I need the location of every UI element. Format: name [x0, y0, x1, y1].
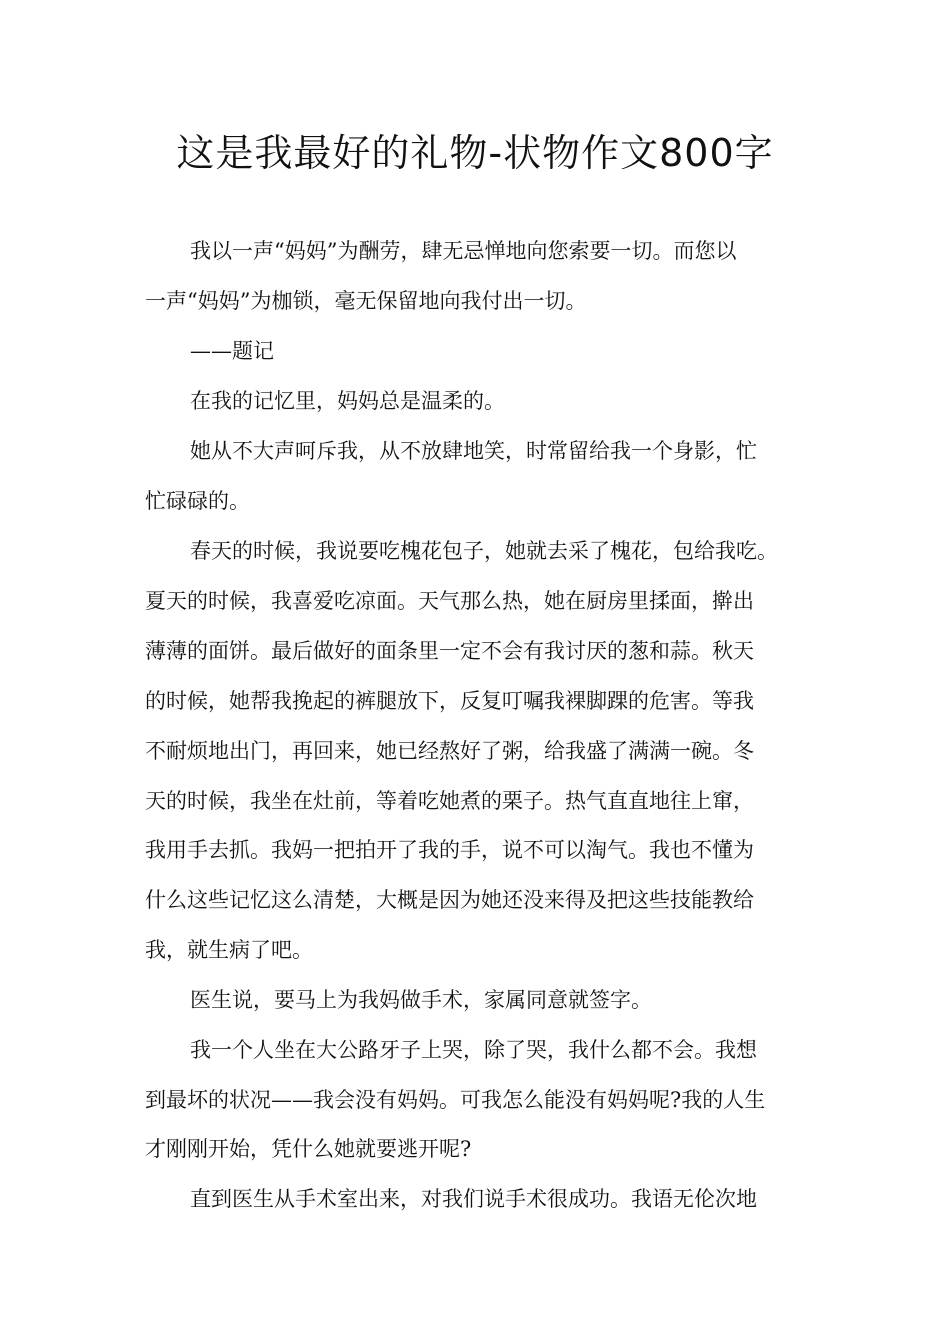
- text-line: 我，就生病了吧。: [145, 938, 313, 962]
- text-line: 我以一声“妈妈”为酬劳，肆无忌惮地向您索要一切。而您以: [190, 239, 737, 263]
- text-line: 不耐烦地出门，再回来，她已经熬好了粥，给我盛了满满一碗。冬: [145, 739, 754, 763]
- text-line: 什么这些记忆这么清楚，大概是因为她还没来得及把这些技能教给: [145, 888, 754, 912]
- text-line: ——题记: [190, 339, 274, 363]
- text-line: 直到医生从手术室出来，对我们说手术很成功。我语无伦次地: [190, 1187, 757, 1211]
- text-line: 春天的时候，我说要吃槐花包子，她就去采了槐花，包给我吃。: [190, 539, 778, 563]
- text-line: 夏天的时候，我喜爱吃凉面。天气那么热，她在厨房里揉面，擀出: [145, 589, 754, 613]
- text-line: 到最坏的状况——我会没有妈妈。可我怎么能没有妈妈呢?我的人生: [145, 1088, 766, 1112]
- document-title: 这是我最好的礼物-状物作文800字: [176, 131, 774, 175]
- text-line: 我用手去抓。我妈一把拍开了我的手，说不可以淘气。我也不懂为: [145, 838, 754, 862]
- text-line: 忙碌碌的。: [145, 489, 250, 513]
- text-line: 我一个人坐在大公路牙子上哭，除了哭，我什么都不会。我想: [190, 1038, 757, 1062]
- text-line: 薄薄的面饼。最后做好的面条里一定不会有我讨厌的葱和蒜。秋天: [145, 639, 754, 663]
- text-line: 才刚刚开始，凭什么她就要逃开呢?: [145, 1137, 472, 1161]
- text-line: 在我的记忆里，妈妈总是温柔的。: [190, 389, 505, 413]
- text-line: 医生说，要马上为我妈做手术，家属同意就签字。: [190, 988, 652, 1012]
- text-line: 的时候，她帮我挽起的裤腿放下，反复叮嘱我裸脚踝的危害。等我: [145, 689, 754, 713]
- text-line: 天的时候，我坐在灶前，等着吃她煮的栗子。热气直直地往上窜，: [145, 789, 754, 813]
- text-line: 一声“妈妈”为枷锁，毫无保留地向我付出一切。: [145, 289, 587, 313]
- text-line: 她从不大声呵斥我，从不放肆地笑，时常留给我一个身影，忙: [190, 439, 757, 463]
